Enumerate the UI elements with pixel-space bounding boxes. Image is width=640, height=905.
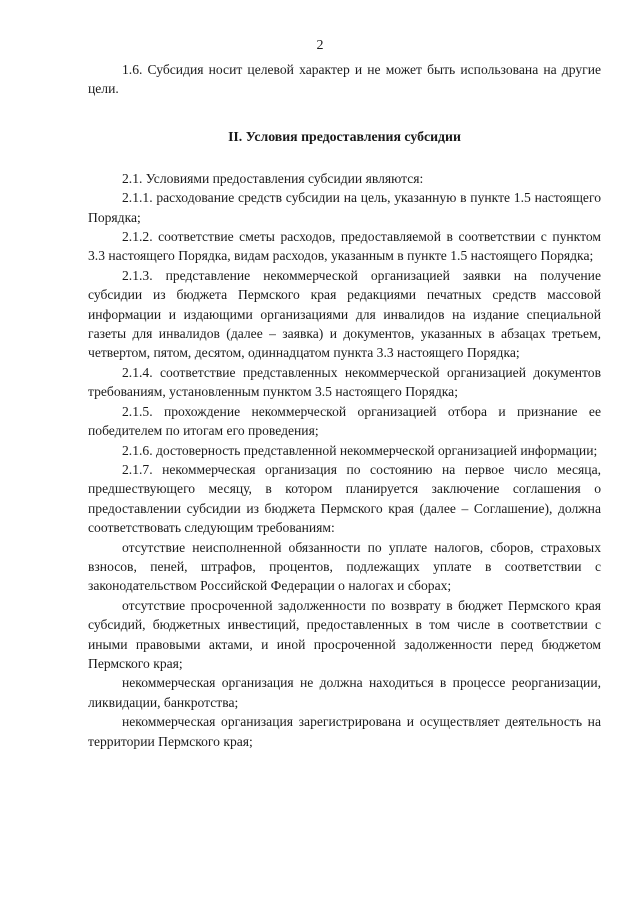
paragraph-2-1: 2.1. Условиями предоставления субсидии являются: [122,170,424,186]
page-number: 2 [316,38,324,53]
paragraph-2-1-6: 2.1.6. достоверность представленной некоммерческой организацией информации; [122,442,598,458]
paragraph-2-1-1: 2.1.1. расходование средств субсидии на цель, указанную в пункте 1.5 настоящего Порядка; [88,190,601,225]
requirement-no-overdue-debt: отсутствие просроченной задолженности по возврату в бюджет Пермского края субсидий, бюджетных инвестиций, предоставленных в том числе в соответствии с иными правовыми актами, и иной просроченной задолженности перед бюджетом Пермского края; [88,597,601,671]
paragraph-2-1-5: 2.1.5. прохождение некоммерческой организацией отбора и признание ее победителем по итогам его проведения; [88,403,601,439]
paragraph-2-1-4: 2.1.4. соответствие представленных некоммерческой организацией документов требованиям, установленным пунктом 3.5 настоящего Порядка; [88,364,601,400]
requirement-no-reorganization: некоммерческая организация не должна находиться в процессе реорганизации, ликвидации, банкротства; [88,675,601,710]
paragraph-2-1-3: 2.1.3. представление некоммерческой организацией заявки на получение субсидии из бюджета Пермского края редакциями печатных средств массовой информации и издающими организациями для инвалидов на издание специальной газеты для инвалидов (далее – заявка) и документов, указанных в абзацах третьем, четвертом, пятом, десятом, одиннадцатом пункта 3.3 настоящего Порядка; [88,267,601,361]
paragraph-2-1-2: 2.1.2. соответствие сметы расходов, предоставляемой в соответствии с пунктом 3.3 настоящего Порядка, видам расходов, указанным в пункте 1.5 настоящего Порядка; [88,229,601,264]
section-heading: II. Условия предоставления субсидии [228,128,461,144]
paragraph-2-1-7: 2.1.7. некоммерческая организация по состоянию на первое число месяца, предшествующего месяцу, в котором планируется заключение соглашения о предоставлении субсидии из бюджета Пермского края (далее – Соглашение), должна соответствовать следующим требованиям: [88,461,601,536]
paragraph-1-6: 1.6. Субсидия носит целевой характер и не может быть использована на другие цели. [88,62,601,97]
document-body [88,60,601,751]
requirement-no-tax-debt: отсутствие неисполненной обязанности по уплате налогов, сборов, страховых взносов, пеней, штрафов, процентов, подлежащих уплате в соответствии с законодательством Российской Федерации о налогах и сборах; [88,539,601,594]
requirement-registered-in-perm: некоммерческая организация зарегистрирована и осуществляет деятельность на территории Пермского края; [88,714,601,749]
